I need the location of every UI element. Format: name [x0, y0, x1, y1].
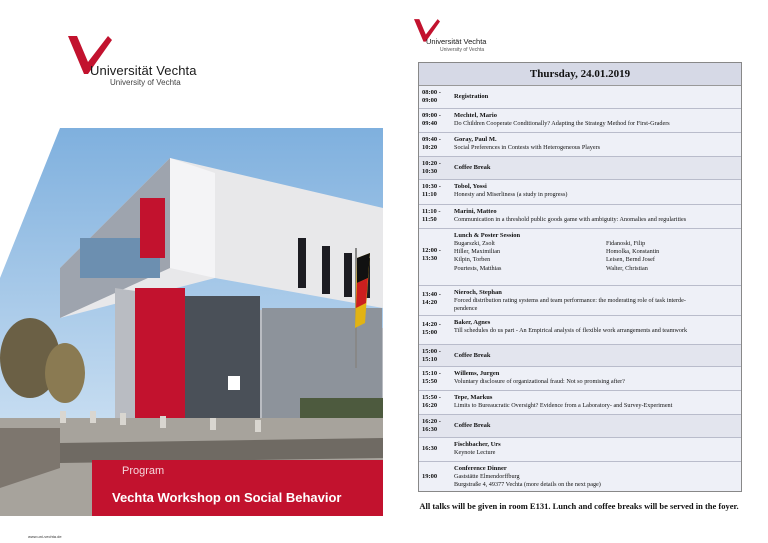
- poster-presenter: Hiller, Maximilian: [454, 248, 501, 256]
- row-text: Voluntary disclosure of organizational fraud: Not so promising after?: [454, 378, 625, 385]
- poster-presenter: Bugarszki, Zsolt: [454, 240, 495, 247]
- row-text: Gaststätte Elmendorffburg: [454, 473, 520, 480]
- schedule-row: [419, 316, 741, 345]
- row-time: 10:30 - 11:10: [422, 183, 441, 198]
- logo-name-small: Universität Vechta: [426, 37, 487, 46]
- row-title: Tobol, Yossi: [454, 183, 487, 190]
- row-time: 16:20 - 16:30: [422, 418, 441, 433]
- row-text: Do Children Cooperate Conditionally? Adapting the Strategy Method for First-Graders: [454, 120, 670, 127]
- row-title: Willems, Jurgen: [454, 370, 500, 377]
- row-time: 11:10 - 11:50: [422, 208, 441, 223]
- schedule-row: [419, 86, 741, 109]
- row-time: 10:20 - 10:30: [422, 160, 441, 175]
- row-title: Coffee Break: [454, 422, 491, 429]
- schedule-row: [419, 286, 741, 316]
- row-title: Lunch & Poster Session: [454, 232, 521, 239]
- campus-building-photo: [0, 128, 383, 516]
- row-title: Conference Dinner: [454, 465, 507, 472]
- schedule-table: [418, 62, 742, 492]
- row-time: 15:00 - 15:10: [422, 348, 441, 363]
- row-time: 15:10 - 15:50: [422, 370, 441, 385]
- workshop-title: Vechta Workshop on Social Behavior: [112, 490, 342, 505]
- row-title: Coffee Break: [454, 352, 491, 359]
- row-time: 09:40 - 10:20: [422, 136, 441, 151]
- poster-presenter: Leisen, Bernd Josef: [606, 256, 655, 264]
- row-title: Nieroch, Stephan: [454, 289, 502, 296]
- schedule-row: [419, 367, 741, 391]
- poster-presenter: Homolka, Konstantin: [606, 248, 660, 256]
- row-time: 14:20 - 15:00: [422, 321, 441, 336]
- row-title: Fischbacher, Urs: [454, 441, 501, 448]
- poster-presenters-left: [454, 240, 501, 273]
- row-text-continued: pendence: [454, 305, 478, 312]
- schedule-day-title: Thursday, 24.01.2019: [419, 63, 741, 86]
- schedule-row: [419, 157, 741, 180]
- row-time: 12:00 - 13:30: [422, 247, 441, 262]
- row-text-continued: Burgstraße 4, 49377 Vechta (more details on the next page): [454, 481, 601, 488]
- row-text: Forced distribution rating systems and team performance: the moderating role of task interde-: [454, 297, 686, 304]
- row-time: 15:50 - 16:20: [422, 394, 441, 409]
- university-subtitle: University of Vechta: [110, 78, 181, 87]
- poster-presenters-right: [606, 240, 659, 273]
- schedule-row: [419, 109, 741, 133]
- poster-presenter: Kilpin, Torben: [454, 256, 491, 264]
- row-text: Communication in a threshold public goods game with ambiguity: Anomalies and regularities: [454, 216, 687, 223]
- program-label: Program: [122, 465, 165, 477]
- row-text: Limits to Bureaucratic Oversight? Evidence from a Laboratory- and Survey-Experiment: [454, 402, 673, 409]
- university-name: Universität Vechta: [90, 63, 197, 78]
- row-title: Mechtel, Mario: [454, 112, 497, 119]
- schedule-row: [419, 415, 741, 438]
- schedule-row-lunch: [419, 229, 741, 286]
- schedule-row: [419, 345, 741, 367]
- program-banner: [92, 460, 383, 516]
- poster-presenter: Pourtests, Matthias: [454, 264, 502, 272]
- footer-url: www.uni-vechta.de: [28, 534, 62, 539]
- row-title: Registration: [454, 93, 489, 100]
- row-time: 13:40 - 14:20: [422, 291, 441, 306]
- row-text: Keynote Lecture: [454, 449, 496, 456]
- row-time: 09:00 - 09:40: [422, 112, 441, 127]
- poster-presenter: Walter, Christian: [606, 264, 648, 272]
- poster-presenter: Fidanoski, Filip: [606, 240, 646, 247]
- row-title: Marini, Matteo: [454, 208, 497, 215]
- row-title: Goray, Paul M.: [454, 136, 497, 143]
- schedule-row: [419, 180, 741, 205]
- schedule-row: [419, 205, 741, 229]
- schedule-row: [419, 391, 741, 415]
- row-time: 16:30: [422, 445, 438, 452]
- row-title: Baker, Agnes: [454, 319, 491, 326]
- schedule-row: [419, 133, 741, 157]
- row-time: 19:00: [422, 473, 438, 480]
- row-time: 08:00 - 09:00: [422, 89, 441, 104]
- row-text: Honesty and Miserliness (a study in progress): [454, 191, 568, 198]
- room-note: All talks will be given in room E131. Lunch and coffee breaks will be served in the foyer.: [419, 501, 739, 511]
- row-text: Social Preferences in Contests with Heterogeneous Players: [454, 144, 601, 151]
- schedule-row: [419, 438, 741, 462]
- row-text: Till schedules do us part - An Empirical analysis of flexible work arrangements and teamwork: [454, 327, 688, 334]
- logo-subtitle-small: University of Vechta: [440, 47, 485, 53]
- row-title: Coffee Break: [454, 164, 491, 171]
- row-title: Tepe, Markus: [454, 394, 493, 401]
- schedule-row: [419, 462, 741, 491]
